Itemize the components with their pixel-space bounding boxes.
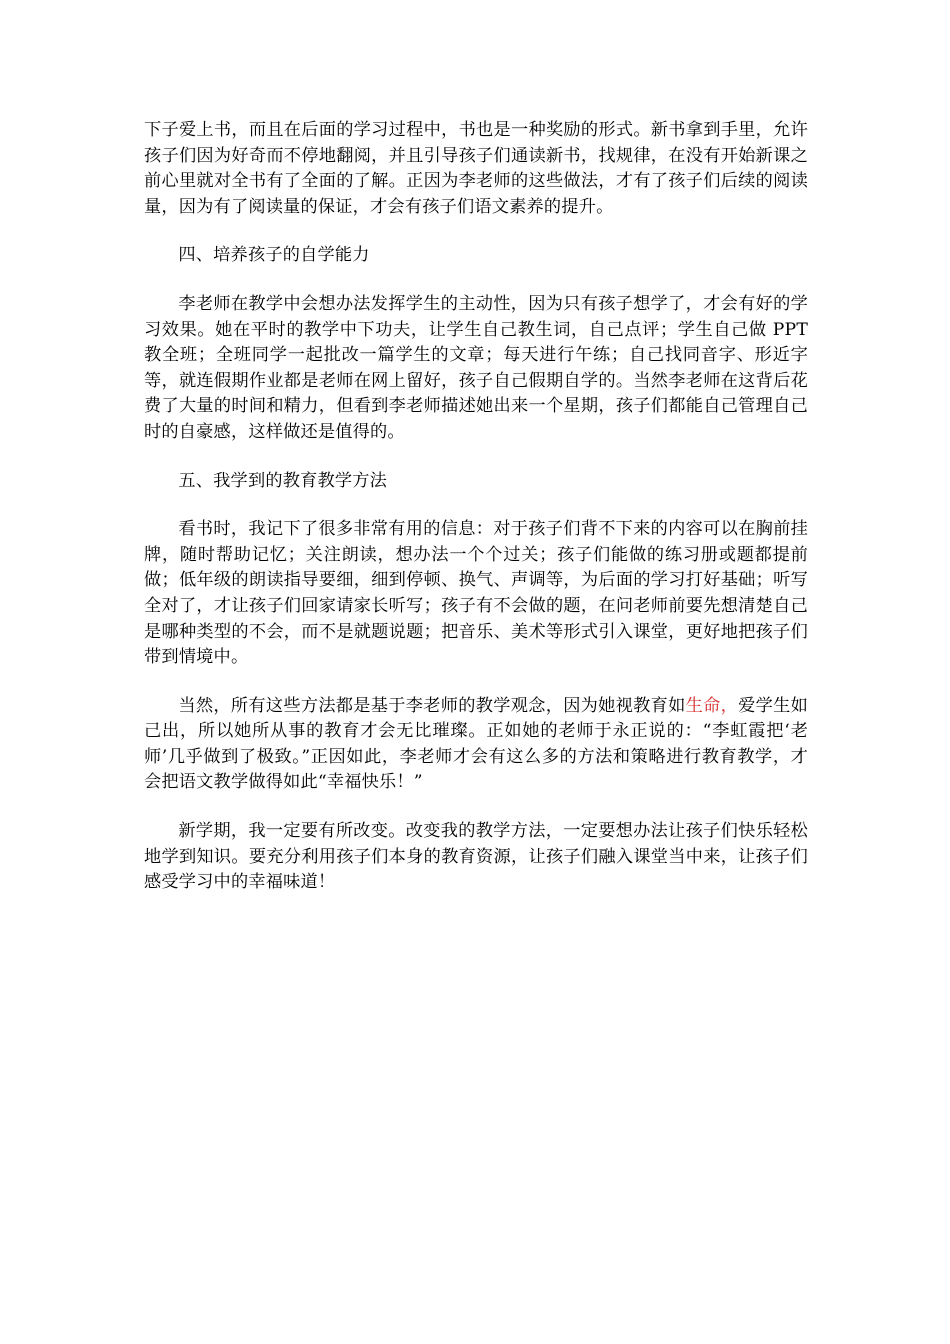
paragraph-methods: 看书时，我记下了很多非常有用的信息：对于孩子们背不下来的内容可以在胸前挂牌，随时帮助记忆；关注朗读，想办法一个个过关；孩子们能做的练习册或题都提前做；低年级的朗读指导要细，细到停顿、换气、声调等，为后面的学习打好基础；听写全对了，才让孩子们回家请家长听写；孩子有不会做的题，在问老师前要先想清楚自己是哪种类型的不会，而不是就题说题；把音乐、美术等形式引入课堂，更好地把孩子们带到情境中。 [144, 519, 808, 668]
paragraph-text-part: 当然，所有这些方法都是基于李老师的教学观念，因为她视教育如 [178, 695, 686, 716]
paragraph-text-part: 爱学生如己出，所以她所从事的教育才会无比璀璨。正如她的老师于永正说的：“李虹霞把‘老师’几乎做到了极致。”正因如此，李老师才会有这么多的方法和策略进行教育教学，才会把语文教学做得如此“幸福快乐！” [144, 695, 808, 793]
section-heading-4: 四、培养孩子的自学能力 [178, 245, 370, 266]
paragraph-continued: 下子爱上书，而且在后面的学习过程中，书也是一种奖励的形式。新书拿到手里，允许孩子们因为好奇而不停地翻阅，并且引导孩子们通读新书，找规律，在没有开始新课之前心里就对全书有了全面的了解。正因为李老师的这些做法，才有了孩子们后续的阅读量，因为有了阅读量的保证，才会有孩子们语文素养的提升。 [144, 120, 808, 217]
highlighted-text: 生命， [685, 695, 739, 716]
paragraph-self-study: 李老师在教学中会想办法发挥学生的主动性，因为只有孩子想学了，才会有好的学习效果。她在平时的教学中下功夫，让学生自己教生词，自己点评；学生自己做 PPT 教全班；全班同学一起批改一篇学生的文章；每天进行午练；自己找同音字、形近字等，就连假期作业都是老师在网上留好，孩子自己假期自学的。当然李老师在这背后花费了大量的时间和精力，但看到李老师描述她出来一个星期，孩子们都能自己管理自己时的自豪感，这样做还是值得的。 [144, 293, 808, 442]
section-heading-5: 五、我学到的教育教学方法 [178, 470, 388, 491]
document-page [144, 118, 808, 919]
paragraph-new-semester: 新学期，我一定要有所改变。改变我的教学方法，一定要想办法让孩子们快乐轻松地学到知识。要充分利用孩子们本身的教育资源，让孩子们融入课堂当中来，让孩子们感受学习中的幸福味道！ [144, 821, 808, 893]
paragraph-teaching-concept [144, 694, 808, 796]
